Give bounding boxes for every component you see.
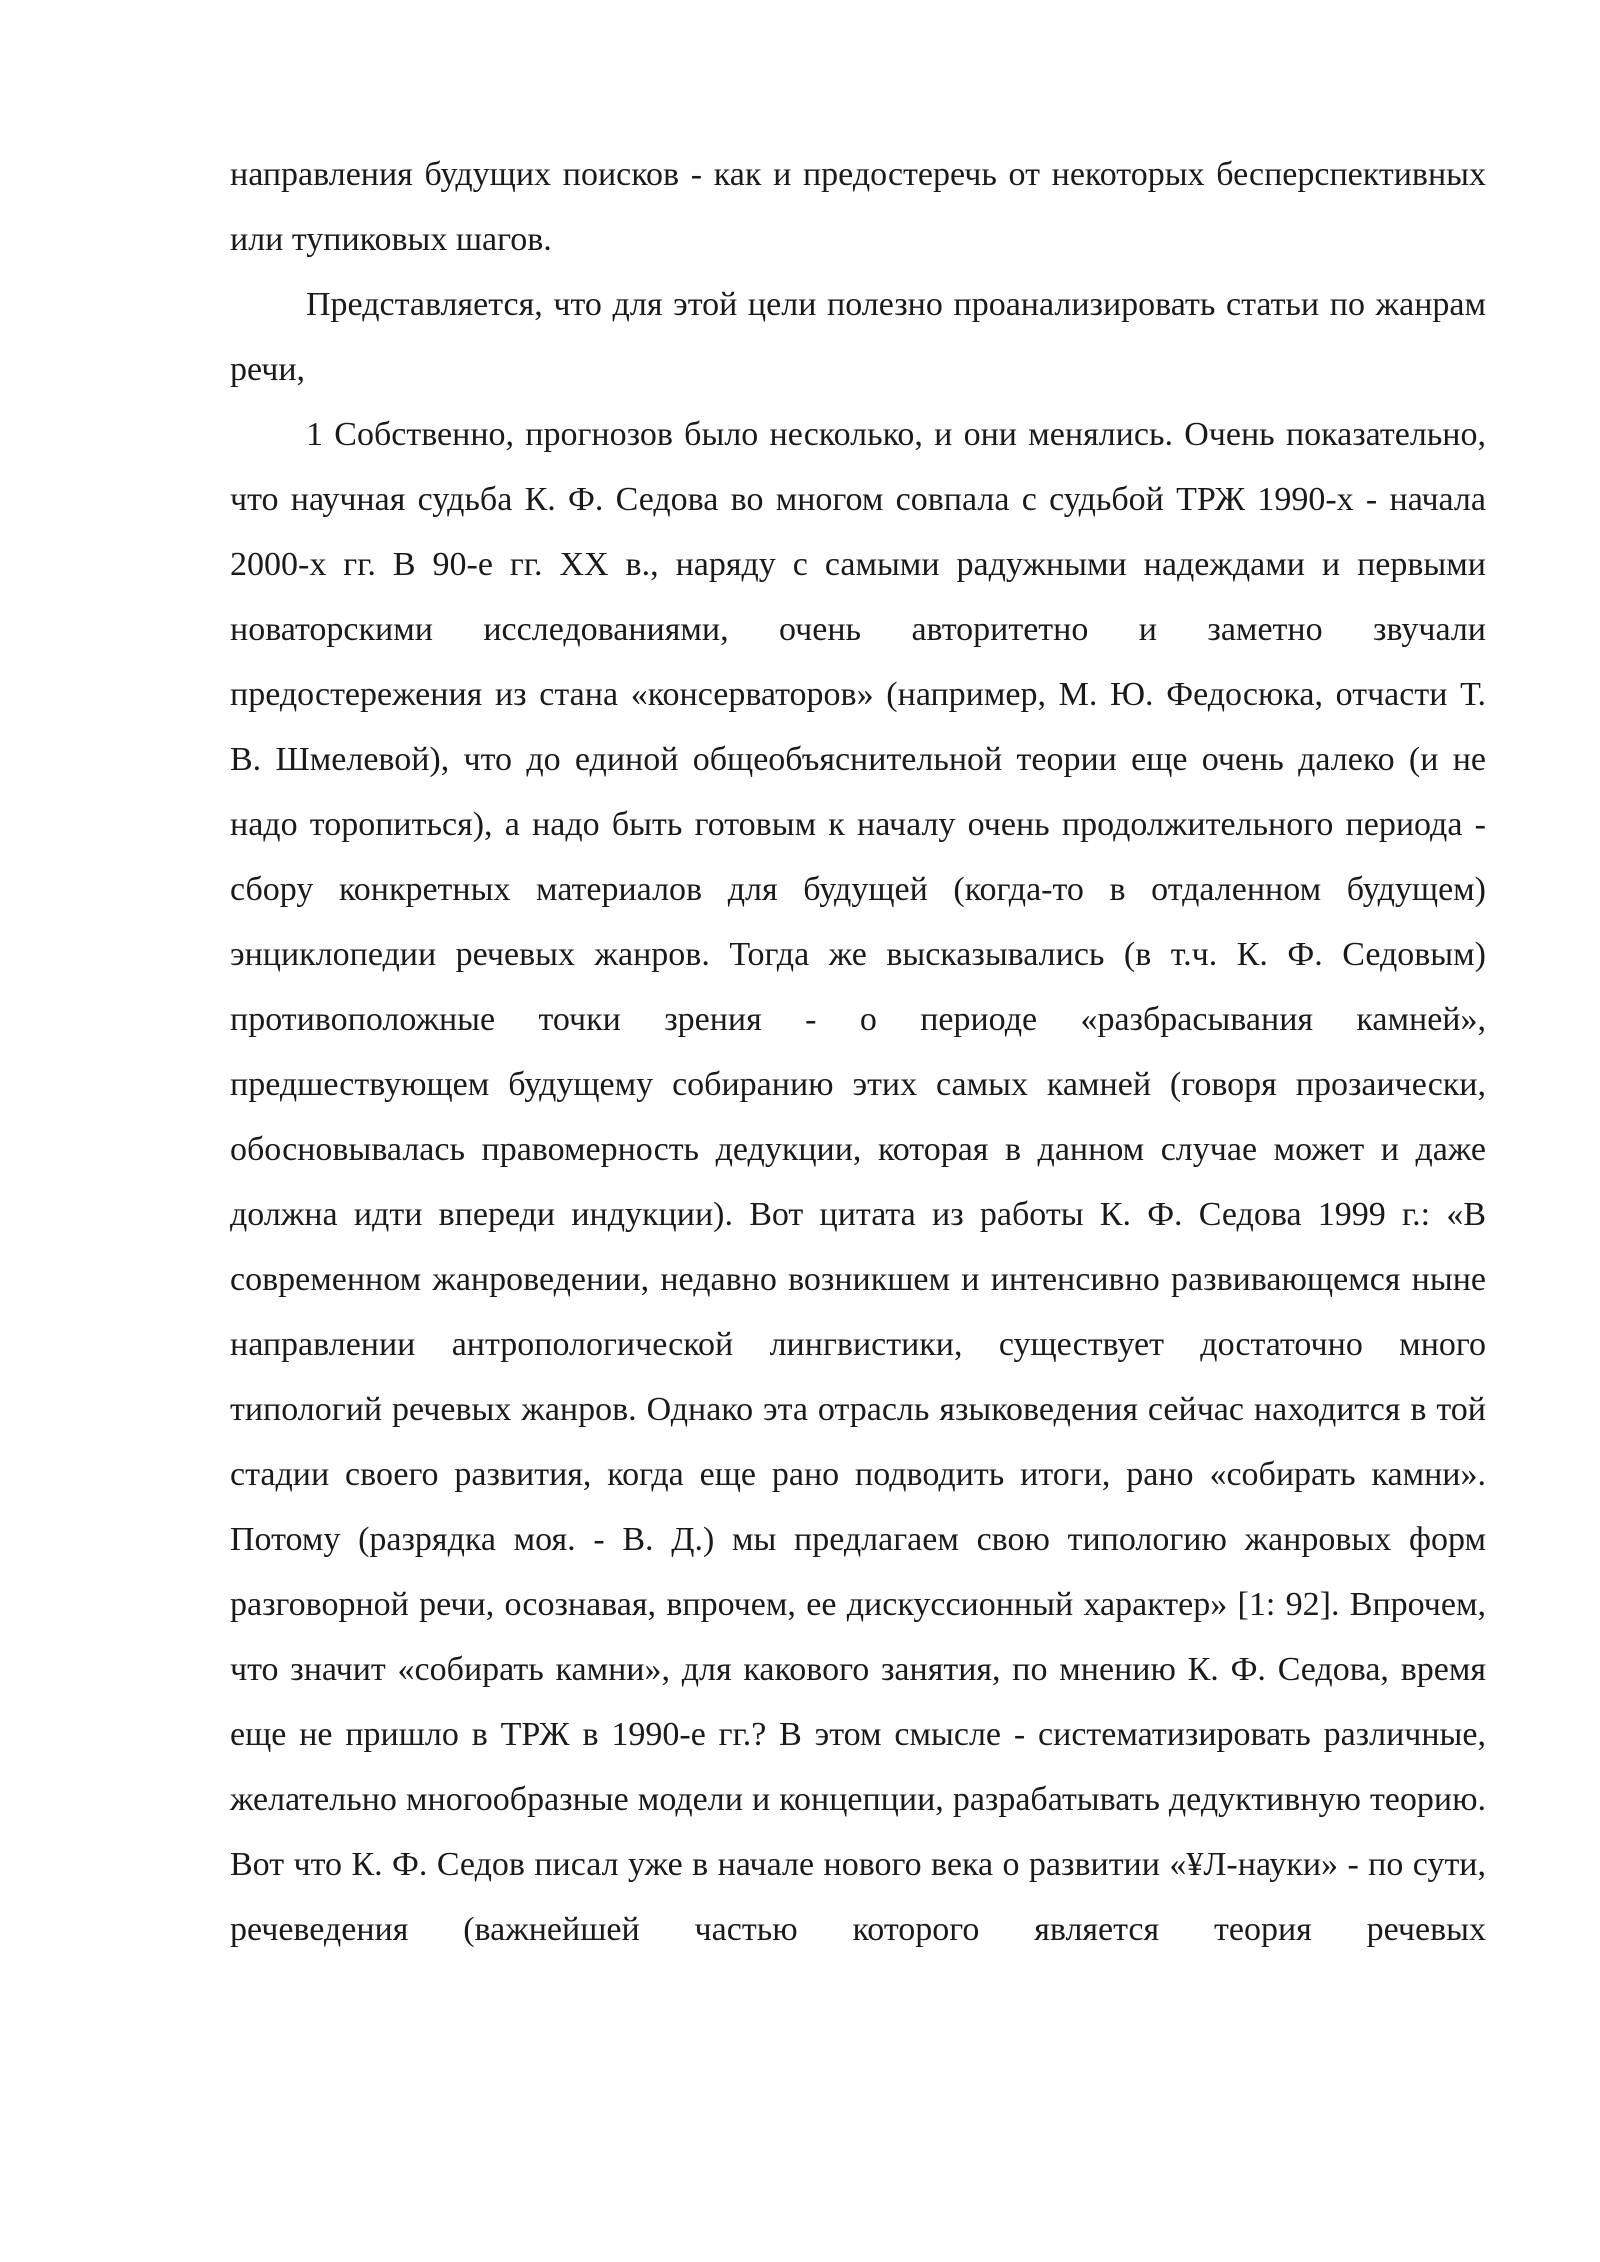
paragraph-footnote: 1 Собственно, прогнозов было несколько, и они менялись. Очень показательно, что научная судьба К. Ф. Седова во многом совпала с судьбой ТРЖ 1990-х - начала 2000-х гг. В 90-е гг. XX в., наряду с самыми радужными надеждами и первыми новаторскими исследованиями, очень авторитетно и заметно звучали предостережения из стана «консерваторов» (например, М. Ю. Федосюка, отчасти Т. В. Шмелевой), что до единой общеобъяснительной теории еще очень далеко (и не надо торопиться), а надо быть готовым к началу очень продолжительного периода - сбору конкретных материалов для будущей (когда-то в отдаленном будущем) энциклопедии речевых жанров. Тогда же высказывались (в т.ч. К. Ф. Седовым) противоположные точки зрения - о периоде «разбрасывания камней», предшествующем будущему собиранию этих самых камней (говоря прозаически, обосновывалась правомерность дедукции, которая в данном случае может и даже должна идти впереди индукции). Вот цитата из работы К. Ф. Седова 1999 г.: «В современном жанроведении, недавно возникшем и интенсивно развивающемся ныне направлении антропологической лингвистики, существует достаточно много типологий речевых жанров. Однако эта отрасль языковедения сейчас находится в той стадии своего развития, когда еще рано подводить итоги, рано «собирать камни». Потому (разрядка моя. - В. Д.) мы предлагаем свою типологию жанровых форм разговорной речи, осознавая, впрочем, ее дискуссионный характер» [1: 92]. Впрочем, что значит «собирать камни», для какового занятия, по мнению К. Ф. Седова, время еще не пришло в ТРЖ в 1990-е гг.? В этом смысле - систематизировать различные, желательно многообразные модели и концепции, разрабатывать дедуктивную теорию. Вот что К. Ф. Седов писал уже в начале нового века о развитии «¥Л-науки» - по сути, речеведения (важнейшей частью которого является теория речевых	[230, 416, 1486, 1948]
paragraph-continuation: направления будущих поисков - как и предостеречь от некоторых бесперспективных или тупиковых шагов.	[230, 156, 1486, 258]
document-page	[230, 142, 1486, 1962]
paragraph-intro: Представляется, что для этой цели полезно проанализировать статьи по жанрам речи,	[230, 286, 1486, 388]
